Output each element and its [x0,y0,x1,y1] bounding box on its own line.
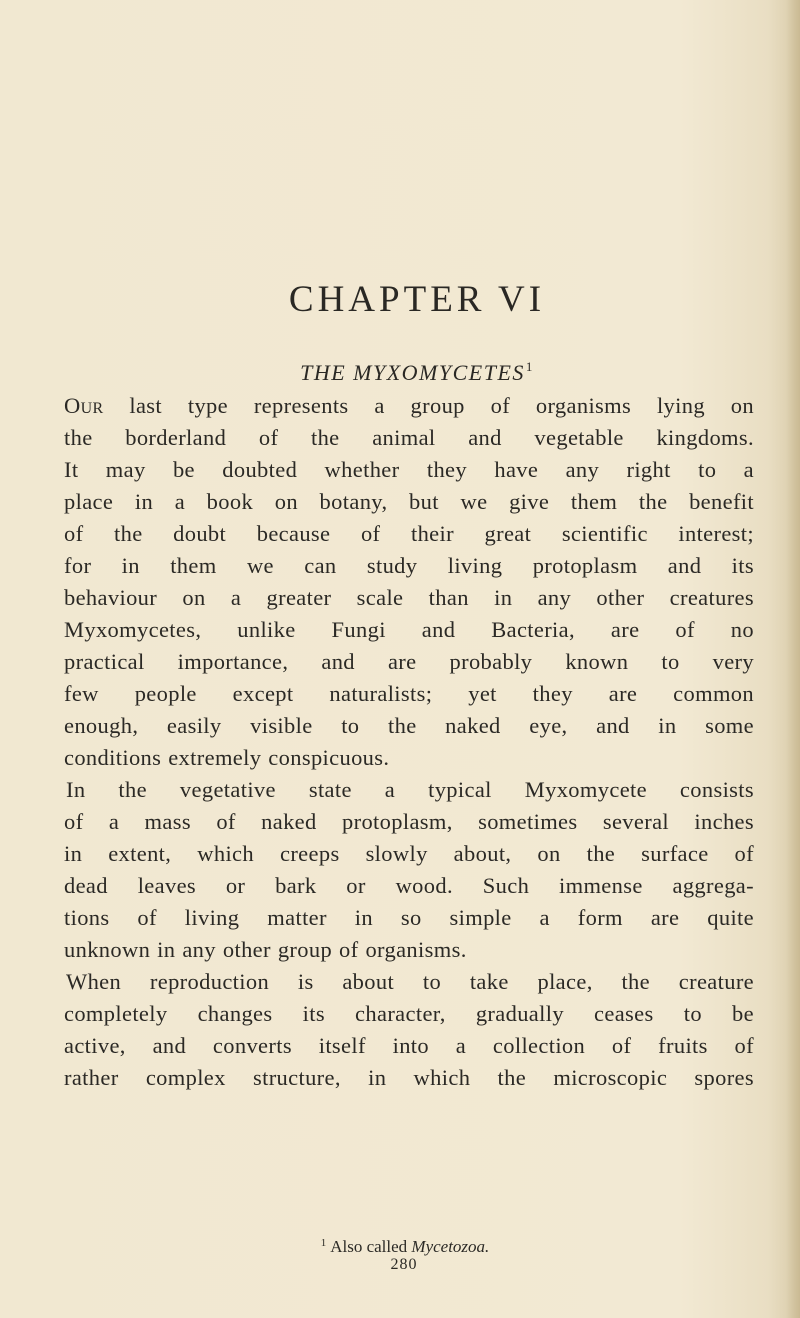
text-line: When reproduction is about to take place, the creature [66,969,754,994]
page-edge-shadow [786,0,800,1318]
chapter-title-text: THE MYXOMYCETES [300,360,525,385]
body-text [64,390,754,1094]
footnote-text: Also called [330,1237,412,1256]
text-line: few people except naturalists; yet they are common [64,681,754,706]
text-line: completely changes its character, gradually ceases to be [64,1001,754,1026]
text-line: tions of living matter in so simple a form are quite [64,905,754,930]
text-line: dead leaves or bark or wood. Such immense aggrega- [64,873,754,898]
text-line: behaviour on a greater scale than in any other creatures [64,585,754,610]
chapter-heading: CHAPTER VI [288,279,546,320]
text-line: conditions extremely conspicuous. [64,745,390,770]
text-line: of a mass of naked protoplasm, sometimes several inches [64,809,754,834]
text-line: in extent, which creeps slowly about, on the surface of [64,841,754,866]
text-line: It may be doubted whether they have any right to a [64,457,754,482]
page-number: 280 [390,1256,418,1273]
text-line: unknown in any other group of organisms. [64,937,467,962]
text-line: rather complex structure, in which the microscopic spores [64,1065,754,1090]
footnote-marker: 1 [320,1237,327,1249]
text-line: enough, easily visible to the naked eye, and in some [64,713,754,738]
chapter-title [0,352,800,388]
text-line: active, and converts itself into a collection of fruits of [64,1033,754,1058]
text-line: Myxomycetes, unlike Fungi and Bacteria, are of no [64,617,754,642]
text-line: practical importance, and are probably known to very [64,649,754,674]
paragraph-lead-word: Our [64,393,104,418]
text-line: Our last type represents a group of organisms lying on [64,393,754,418]
footnote-italic-term: Mycetozoa. [411,1237,490,1256]
footnote-reference: 1 [525,359,534,374]
text-line: the borderland of the animal and vegetable kingdoms. [64,425,754,450]
text-line: for in them we can study living protoplasm and its [64,553,754,578]
text-line: of the doubt because of their great scientific interest; [64,521,754,546]
text-line: place in a book on botany, but we give them the benefit [64,489,754,514]
text-line: In the vegetative state a typical Myxomycete consists [66,777,754,802]
